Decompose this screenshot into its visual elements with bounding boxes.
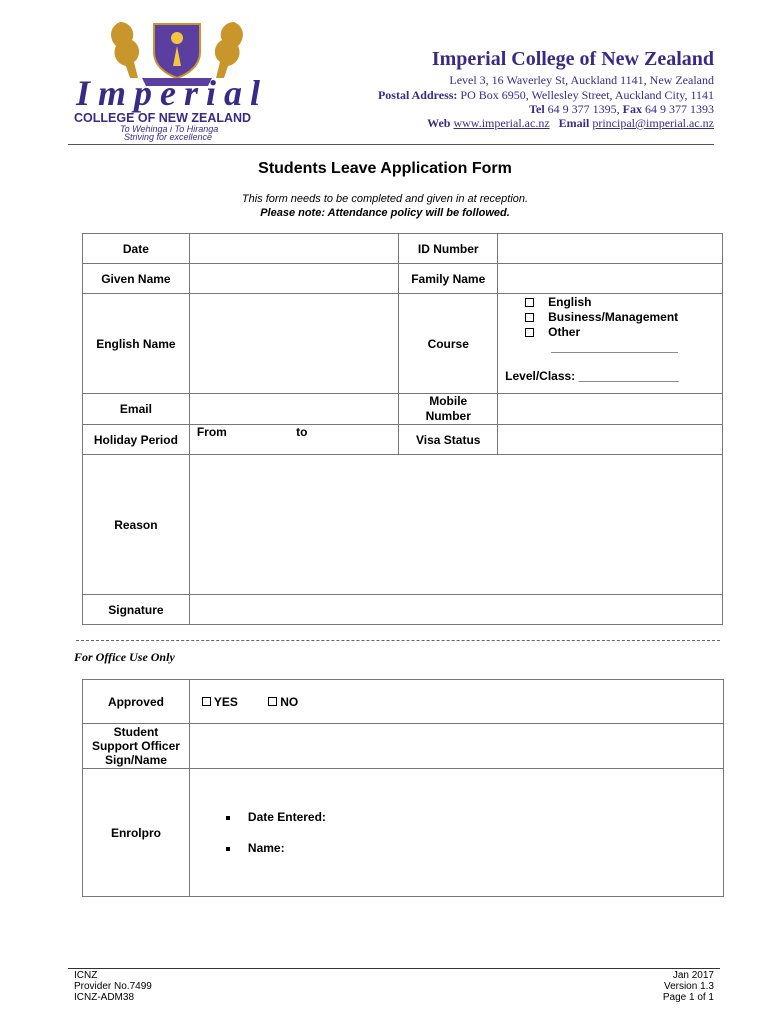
org-name: Imperial College of New Zealand	[431, 48, 714, 70]
footer-doc-code: ICNZ-ADM38	[74, 992, 135, 1003]
tel-value: 64 9 377 1395,	[547, 102, 620, 116]
approved-options	[189, 680, 723, 724]
english-name-field[interactable]	[189, 294, 399, 394]
postal-address	[378, 88, 714, 103]
checkbox-icon[interactable]	[525, 298, 534, 307]
postal-value: PO Box 6950, Wellesley Street, Auckland City, 1141	[460, 88, 714, 102]
bullet-icon	[226, 816, 230, 820]
id-number-label: ID Number	[399, 234, 498, 264]
name-item[interactable]: Name:	[226, 841, 723, 855]
checkbox-icon[interactable]	[202, 697, 211, 706]
other-blank[interactable]: ___________________	[551, 340, 678, 354]
form-intro: This form needs to be completed and given in at reception.	[241, 193, 529, 205]
college-logo	[72, 16, 282, 141]
sso-field[interactable]	[189, 724, 723, 769]
email-label: Email	[83, 394, 190, 425]
postal-label: Postal Address:	[377, 88, 458, 102]
reason-label: Reason	[83, 455, 190, 595]
sso-label: Student Support Officer Sign/Name	[83, 724, 190, 769]
footer-date: Jan 2017	[672, 970, 714, 981]
holiday-period-field[interactable]	[189, 425, 399, 455]
level-class[interactable]: Level/Class: _______________	[505, 369, 679, 383]
course-options	[498, 294, 723, 394]
office-table	[82, 679, 724, 897]
family-name-label: Family Name	[399, 264, 498, 294]
footer-org: ICNZ	[74, 970, 98, 981]
footer-left	[74, 970, 152, 1003]
logo-motto-en: Striving for excellence	[124, 132, 213, 142]
email-field[interactable]	[189, 394, 399, 425]
checkbox-icon[interactable]	[525, 328, 534, 337]
given-name-field[interactable]	[189, 264, 399, 294]
given-name-label: Given Name	[83, 264, 190, 294]
web-link[interactable]: www.imperial.ac.nz	[453, 116, 550, 130]
no-option[interactable]: NO	[280, 694, 299, 709]
fax-value: 64 9 377 1393	[645, 102, 714, 116]
mobile-label: Mobile Number	[399, 394, 498, 425]
application-table	[82, 233, 723, 625]
web-label: Web	[427, 116, 451, 130]
checkbox-icon[interactable]	[268, 697, 277, 706]
id-number-field[interactable]	[498, 234, 723, 264]
cut-line	[76, 640, 720, 641]
logo-subtitle: COLLEGE OF NEW ZEALAND	[74, 111, 252, 125]
logo-wordmark: Imperial	[76, 73, 269, 113]
date-field[interactable]	[189, 234, 399, 264]
checkbox-icon[interactable]	[525, 313, 534, 322]
street-address: Level 3, 16 Waverley St, Auckland 1141, New Zealand	[449, 73, 714, 87]
from-label: From	[196, 425, 227, 439]
yes-option[interactable]: YES	[213, 694, 238, 709]
web-line	[427, 116, 714, 131]
logo-motto: To Wehinga i To Hiranga	[120, 124, 219, 134]
footer-divider	[68, 968, 720, 969]
email-label: Email	[558, 116, 590, 130]
footer-version: Version 1.3	[663, 981, 714, 992]
holiday-period-label: Holiday Period	[83, 425, 190, 455]
enrolpro-field	[189, 769, 723, 897]
office-use-title: For Office Use Only	[74, 650, 175, 664]
date-label: Date	[83, 234, 190, 264]
reason-field[interactable]	[189, 455, 722, 595]
tel-label: Tel	[529, 102, 545, 116]
enrolpro-label: Enrolpro	[83, 769, 190, 897]
visa-status-field[interactable]	[498, 425, 723, 455]
to-label: to	[296, 425, 308, 439]
header-divider	[68, 144, 714, 145]
email-link[interactable]: principal@imperial.ac.nz	[592, 116, 714, 130]
approved-label: Approved	[83, 680, 190, 724]
footer-provider: Provider No.7499	[74, 981, 152, 992]
english-name-label: English Name	[83, 294, 190, 394]
course-option-business[interactable]: Business/Management	[525, 310, 722, 325]
course-label: Course	[399, 294, 498, 394]
form-note: Please note: Attendance policy will be followed.	[260, 207, 510, 219]
course-option-english[interactable]: English	[525, 295, 722, 310]
mobile-field[interactable]	[498, 394, 723, 425]
course-option-other[interactable]: Other	[525, 325, 722, 340]
footer-right	[663, 970, 714, 1003]
form-title: Students Leave Application Form	[258, 160, 512, 177]
bullet-icon	[226, 847, 230, 851]
signature-field[interactable]	[189, 595, 722, 625]
visa-status-label: Visa Status	[399, 425, 498, 455]
date-entered-item[interactable]: Date Entered:	[226, 810, 723, 824]
phone-line	[529, 102, 714, 117]
signature-label: Signature	[83, 595, 190, 625]
fax-label: Fax	[622, 102, 642, 116]
family-name-field[interactable]	[498, 264, 723, 294]
footer-page: Page 1 of 1	[662, 992, 714, 1003]
